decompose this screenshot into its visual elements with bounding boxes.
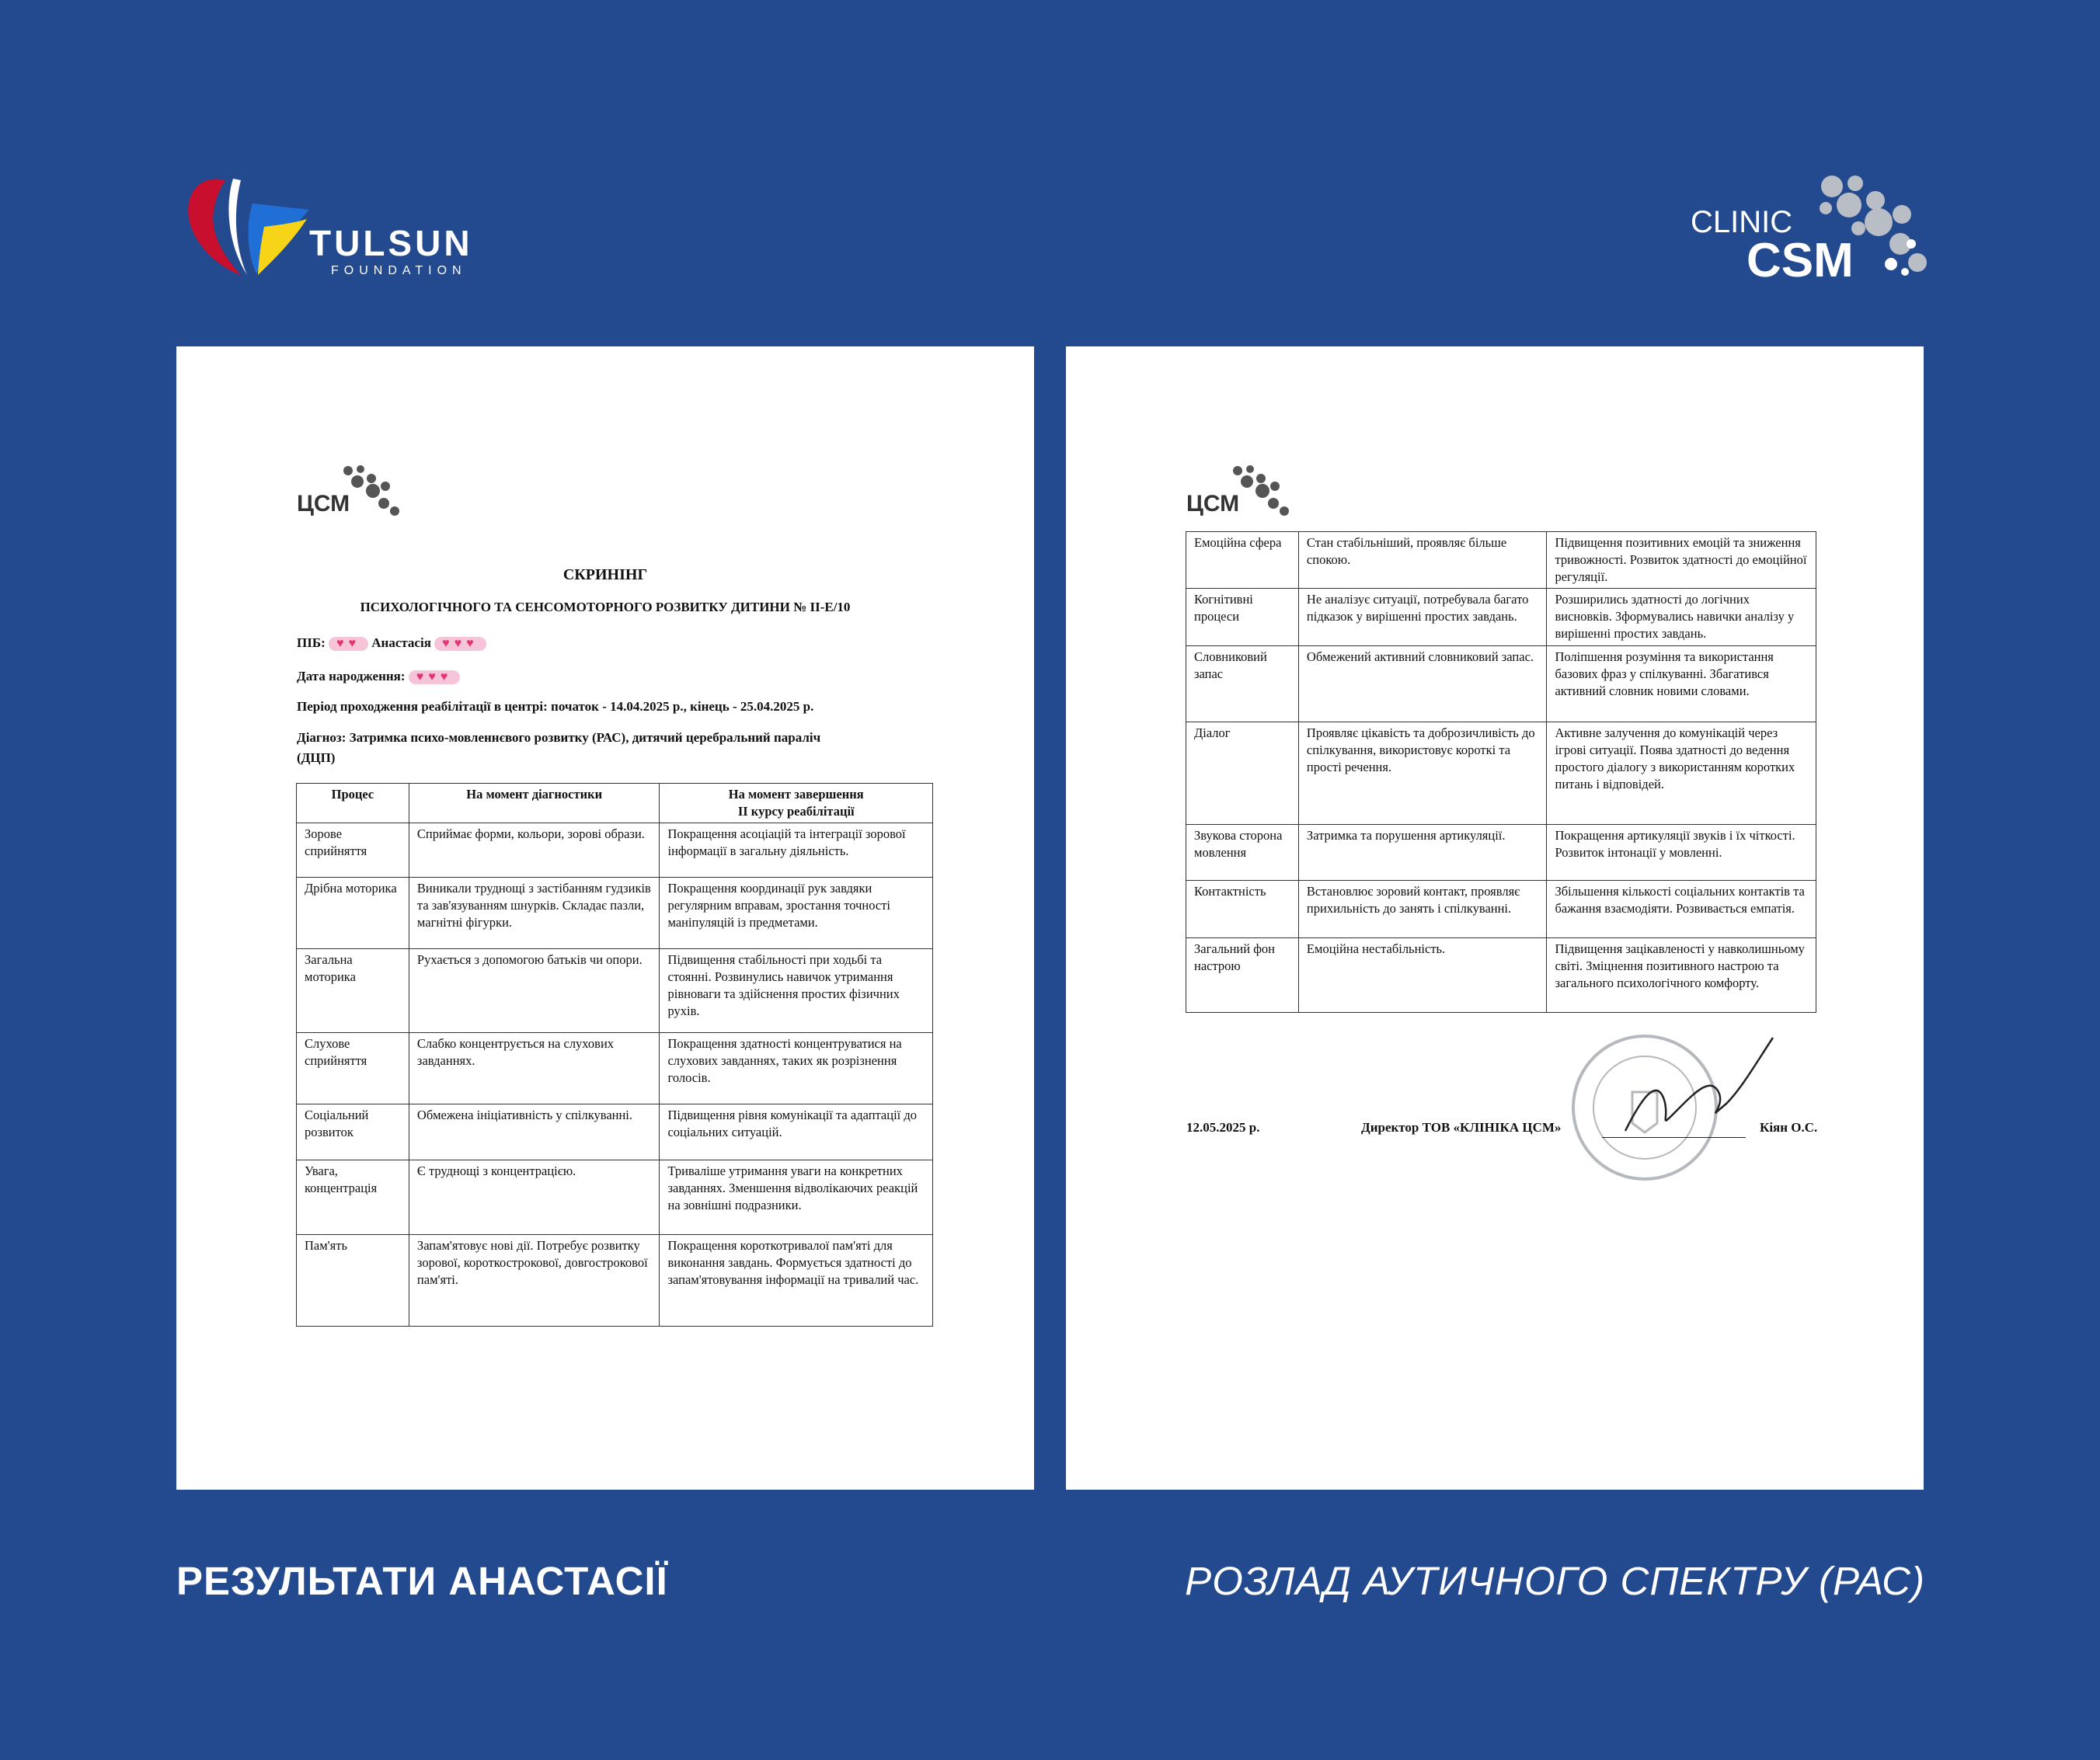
- csm-text: CSM: [1747, 234, 1854, 287]
- cell-before: Обмежений активний словниковий запас.: [1298, 646, 1547, 722]
- cell-after: Підвищення позитивних емоцій та зниження тривожності. Розвиток здатності до емоційної регуляції.: [1547, 532, 1816, 589]
- pib-name: Анастасія: [371, 635, 431, 650]
- redaction-hearts: ♥♥♥: [409, 670, 461, 684]
- table-header-row: [297, 784, 933, 823]
- molecule-icon: [1809, 169, 1933, 286]
- tulsun-logo: [179, 172, 497, 281]
- table-row: [297, 1160, 933, 1235]
- col-header-process: Процес: [297, 784, 409, 823]
- cell-before: Проявляє цікавість та доброзичливість до спілкування, використовує короткі та прості речення.: [1298, 722, 1547, 825]
- cell-process: Звукова сторона мовлення: [1186, 825, 1299, 881]
- cell-process: Словниковий запас: [1186, 646, 1299, 722]
- clinic-text: CLINIC: [1691, 205, 1793, 239]
- footer-results-title: РЕЗУЛЬТАТИ АНАСТАСІЇ: [176, 1559, 668, 1603]
- cell-process: Загальна моторика: [297, 949, 409, 1033]
- table-row: [297, 949, 933, 1033]
- cell-process: Дрібна моторика: [297, 878, 409, 949]
- cell-after: Покращення артикуляції звуків і їх чіткості. Розвиток інтонації у мовленні.: [1547, 825, 1816, 881]
- cell-before: Запам'ятовує нові дії. Потребує розвитку зорової, короткострокової, довгострокової пам'яті.: [409, 1235, 660, 1327]
- cell-before: Затримка та порушення артикуляції.: [1298, 825, 1547, 881]
- table-row: [297, 878, 933, 949]
- cell-process: Загальний фон настрою: [1186, 938, 1299, 1013]
- director-title: Директор ТОВ «КЛІНІКА ЦСМ»: [1361, 1120, 1562, 1135]
- tulsun-foundation-text: FOUNDATION: [331, 264, 467, 277]
- diagnosis-line-1: Діагноз: Затримка психо-мовленнєвого розвитку (РАС), дитячий церебральний параліч: [297, 730, 821, 745]
- cell-before: Виникали труднощі з застібанням гудзиків та зав'язуванням шнурків. Складає пазли, магнітні фігурки.: [409, 878, 660, 949]
- cell-before: Встановлює зоровий контакт, проявляє прихильність до занять і спілкуванні.: [1298, 881, 1547, 938]
- cell-process: Емоційна сфера: [1186, 532, 1299, 589]
- cell-before: Не аналізує ситуації, потребувала багато підказок у вирішенні простих завдань.: [1298, 589, 1547, 646]
- screening-table-2: [1186, 531, 1816, 1013]
- cell-after: Підвищення зацікавленості у навколишньому світі. Зміцнення позитивного настрою та загального психологічного комфорту.: [1547, 938, 1816, 1013]
- tulsun-heart-icon: [179, 172, 311, 281]
- cell-after: Розширились здатності до логічних висновків. Зформувались навички аналізу у вирішенні простих завдань.: [1547, 589, 1816, 646]
- document-page-1: [176, 346, 1034, 1490]
- cell-before: Слабко концентрується на слухових завданнях.: [409, 1033, 660, 1104]
- redaction-hearts: ♥♥: [329, 637, 368, 651]
- table-row: [1186, 881, 1816, 938]
- dob-label: Дата народження:: [297, 669, 406, 683]
- table-row: [1186, 825, 1816, 881]
- cell-after: Поліпшення розуміння та використання базових фраз у спілкуванні. Збагатився активний словник новими словами.: [1547, 646, 1816, 722]
- dob-field: [297, 669, 460, 684]
- table-row: [1186, 938, 1816, 1013]
- cell-after: Збільшення кількості соціальних контактів та бажання взаємодіяти. Розвивається емпатія.: [1547, 881, 1816, 938]
- footer-diagnosis-title: РОЗЛАД АУТИЧНОГО СПЕКТРУ (РАС): [1185, 1559, 1925, 1603]
- doc-title: СКРИНІНГ: [562, 566, 648, 583]
- diagnosis-line-2: (ДЦП): [297, 750, 336, 765]
- cell-process: Зорове сприйняття: [297, 823, 409, 878]
- cell-after: Покращення координації рук завдяки регулярним вправам, зростання точності маніпуляцій із предметами.: [660, 878, 933, 949]
- clinic-csm-logo: [1686, 169, 1935, 286]
- cell-after: Покращення здатності концентруватися на слухових завданнях, таких як розрізнення голосів.: [660, 1033, 933, 1104]
- pib-label: ПІБ:: [297, 635, 326, 650]
- table-row: [1186, 646, 1816, 722]
- col-header-before: На момент діагностики: [409, 784, 660, 823]
- cell-before: Емоційна нестабільність.: [1298, 938, 1547, 1013]
- signature-date: 12.05.2025 р.: [1186, 1120, 1260, 1135]
- table-row: [297, 1104, 933, 1160]
- table-row: [297, 823, 933, 878]
- cell-before: Стан стабільніший, проявляє більше спокою.: [1298, 532, 1547, 589]
- cell-process: Слухове сприйняття: [297, 1033, 409, 1104]
- cell-before: Обмежена ініціативність у спілкуванні.: [409, 1104, 660, 1160]
- cell-after: Підвищення рівня комунікації та адаптації до соціальних ситуацій.: [660, 1104, 933, 1160]
- col-header-after: На момент завершення ІІ курсу реабілітації: [660, 784, 933, 823]
- cell-process: Діалог: [1186, 722, 1299, 825]
- table-row: [1186, 589, 1816, 646]
- cell-after: Підвищення стабільності при ходьбі та стоянні. Розвинулись навичок утримання рівноваги та здійснення простих фізичних рухів.: [660, 949, 933, 1033]
- tulsun-brand-text: TULSUN: [309, 223, 473, 263]
- table-row: [297, 1235, 933, 1327]
- signature-line: [1602, 1137, 1746, 1138]
- table-row: [297, 1033, 933, 1104]
- cell-before: Рухається з допомогою батьків чи опори.: [409, 949, 660, 1033]
- cell-process: Пам'ять: [297, 1235, 409, 1327]
- pib-field: [297, 635, 486, 651]
- screening-table-1: [296, 783, 933, 1327]
- table-row: [1186, 532, 1816, 589]
- cell-process: Соціальний розвиток: [297, 1104, 409, 1160]
- csm-doc-logo: [1186, 463, 1311, 525]
- cell-after: Активне залучення до комунікацій через ігрові ситуації. Поява здатності до ведення простого діалогу з використанням коротких питань і відповідей.: [1547, 722, 1816, 825]
- cell-after: Покращення короткотривалої пам'яті для виконання завдань. Формується здатності до запам'ятовування інформації на тривалий час.: [660, 1235, 933, 1327]
- table-row: [1186, 722, 1816, 825]
- signature-icon: [1610, 1030, 1781, 1154]
- redaction-hearts: ♥♥♥: [434, 637, 486, 651]
- cell-before: Є труднощі з концентрацією.: [409, 1160, 660, 1235]
- cell-after: Триваліше утримання уваги на конкретних завданнях. Зменшення відволікаючих реакцій на зовнішні подразники.: [660, 1160, 933, 1235]
- cell-process: Увага, концентрація: [297, 1160, 409, 1235]
- cell-process: Когнітивні процеси: [1186, 589, 1299, 646]
- doc-subtitle: ПСИХОЛОГІЧНОГО ТА СЕНСОМОТОРНОГО РОЗВИТКУ ДИТИНИ № ІІ-Е/10: [360, 600, 851, 614]
- cell-after: Покращення асоціацій та інтеграції зорової інформації в загальну діяльність.: [660, 823, 933, 878]
- csm-doc-logo-text: ЦСМ: [1186, 491, 1240, 517]
- signer-name: Кіян О.С.: [1760, 1120, 1818, 1135]
- cell-process: Контактність: [1186, 881, 1299, 938]
- period-text: Період проходження реабілітації в центрі: початок - 14.04.2025 р., кінець - 25.04.2025 р.: [297, 699, 814, 714]
- csm-doc-logo: [297, 463, 421, 525]
- cell-before: Сприймає форми, кольори, зорові образи.: [409, 823, 660, 878]
- document-page-2: [1066, 346, 1924, 1490]
- csm-doc-logo-text: ЦСМ: [297, 491, 350, 517]
